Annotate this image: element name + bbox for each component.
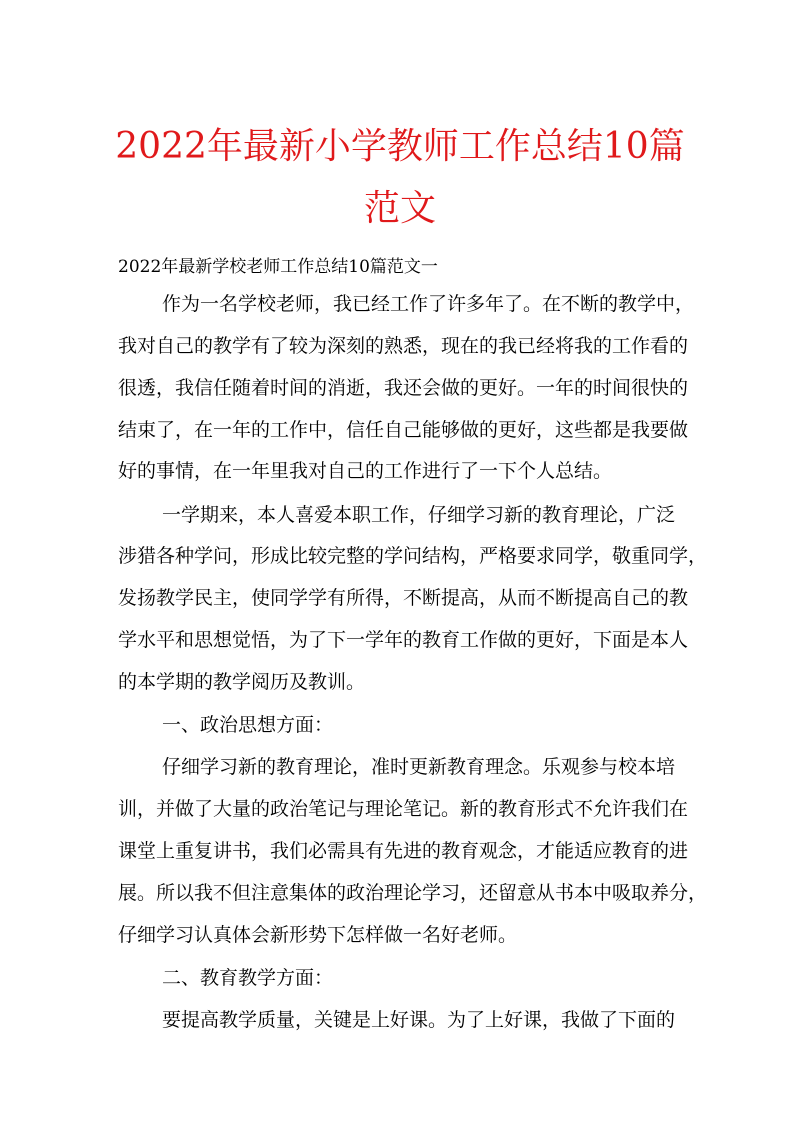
paragraph-line: 一学期来，本人喜爱本职工作，仔细学习新的教育理论，广泛 bbox=[162, 504, 676, 526]
section-subheading: 二、教育教学方面： bbox=[162, 967, 334, 989]
document-title-line-1: 2022年最新小学教师工作总结10篇 bbox=[115, 126, 685, 167]
paragraph-line: 好的事情，在一年里我对自己的工作进行了一下个人总结。 bbox=[118, 460, 613, 482]
paragraph-line: 涉猎各种学问，形成比较完整的学问结构，严格要求同学，敬重同学， bbox=[118, 545, 708, 567]
paragraph-line: 课堂上重复讲书，我们必需具有先进的教育观念，才能适应教育的进 bbox=[118, 840, 689, 862]
paragraph-line: 仔细学习认真体会新形势下怎样做一名好老师。 bbox=[118, 924, 518, 946]
paragraph-line: 很透，我信任随着时间的消逝，我还会做的更好。一年的时间很快的 bbox=[118, 377, 689, 399]
paragraph-line: 我对自己的教学有了较为深刻的熟悉，现在的我已经将我的工作看的 bbox=[118, 335, 689, 357]
section-subheading: 一、政治思想方面： bbox=[162, 714, 334, 736]
document-title-line-2: 范文 bbox=[363, 188, 436, 229]
paragraph-line: 要提高教学质量，关键是上好课。为了上好课，我做了下面的 bbox=[162, 1009, 676, 1031]
paragraph-line: 训，并做了大量的政治笔记与理论笔记。新的教育形式不允许我们在 bbox=[118, 798, 689, 820]
paragraph-line: 学水平和思想觉悟，为了下一学年的教育工作做的更好，下面是本人 bbox=[118, 629, 689, 651]
paragraph-line: 展。所以我不但注意集体的政治理论学习，还留意从书本中吸取养分， bbox=[118, 882, 708, 904]
paragraph-line: 发扬教学民主，使同学学有所得，不断提高，从而不断提高自己的教 bbox=[118, 587, 689, 609]
section-heading: 2022年最新学校老师工作总结10篇范文一 bbox=[118, 257, 438, 277]
paragraph-line: 的本学期的教学阅历及教训。 bbox=[118, 671, 366, 693]
paragraph-line: 仔细学习新的教育理论，准时更新教育理念。乐观参与校本培 bbox=[162, 756, 676, 778]
paragraph-line: 作为一名学校老师，我已经工作了许多年了。在不断的教学中， bbox=[162, 293, 695, 315]
paragraph-line: 结束了，在一年的工作中，信任自己能够做的更好，这些都是我要做 bbox=[118, 419, 689, 441]
